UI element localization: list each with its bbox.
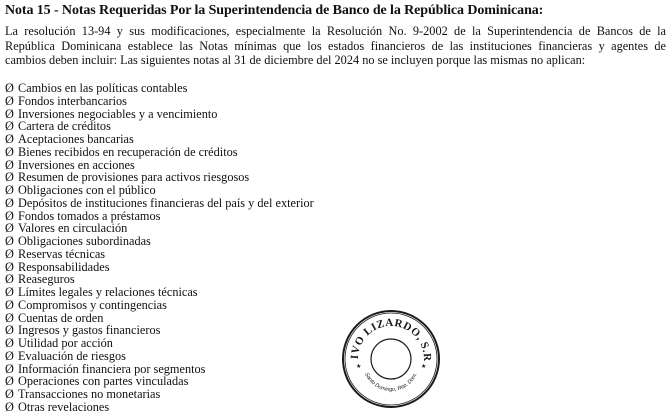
list-item — [5, 248, 314, 261]
bullet-icon: Ø — [5, 208, 14, 223]
bullet-icon: Ø — [5, 246, 14, 261]
bullet-icon: Ø — [5, 221, 14, 236]
bullet-icon: Ø — [5, 297, 14, 312]
list-item — [5, 133, 314, 146]
list-item-text: Valores en circulación — [18, 221, 128, 236]
bullet-icon: Ø — [5, 93, 14, 108]
bullet-icon: Ø — [5, 348, 14, 363]
bullet-icon: Ø — [5, 272, 14, 287]
list-item-text: Obligaciones con el público — [18, 183, 156, 197]
list-item-text: Bienes recibidos en recuperación de créditos — [18, 144, 238, 159]
list-item-text: Obligaciones subordinadas — [18, 234, 151, 248]
bullet-icon: Ø — [5, 195, 14, 210]
list-item-text: Compromisos y contingencias — [18, 297, 167, 312]
list-item-text: Responsabilidades — [18, 259, 110, 274]
bullet-icon: Ø — [5, 183, 14, 197]
bullet-icon: Ø — [5, 399, 14, 413]
list-item — [5, 184, 314, 197]
list-item-text: Inversiones negociables y a vencimiento — [18, 106, 218, 121]
list-item-text: Cartera de créditos — [18, 119, 111, 134]
seal-outer-text: IVO LIZARDO, S.R — [348, 316, 434, 362]
list-item-text: Límites legales y relaciones técnicas — [18, 285, 198, 299]
list-item-text: Transacciones no monetarias — [18, 387, 161, 401]
bullet-icon: Ø — [5, 157, 14, 172]
bullet-icon: Ø — [5, 336, 14, 350]
list-item-text: Utilidad por acción — [18, 336, 113, 350]
bullet-icon: Ø — [5, 323, 14, 338]
bullet-icon: Ø — [5, 387, 14, 401]
list-item — [5, 82, 314, 95]
bullet-icon: Ø — [5, 81, 14, 95]
list-item — [5, 337, 314, 350]
bullet-icon: Ø — [5, 285, 14, 299]
bullet-icon: Ø — [5, 170, 14, 185]
list-item — [5, 235, 314, 248]
seal-star-left: ★ — [356, 363, 362, 370]
list-item-text: Operaciones con partes vinculadas — [18, 374, 189, 389]
list-item-text: Reservas técnicas — [18, 246, 106, 261]
list-item-text: Depósitos de instituciones financieras del país y del exterior — [18, 195, 314, 210]
list-item — [5, 388, 314, 401]
list-item-text: Otras revelaciones — [18, 399, 110, 413]
note-title: Nota 15 - Notas Requeridas Por la Superintendencia de Banco de la República Dominicana: — [5, 3, 544, 18]
list-item-text: Fondos tomados a préstamos — [18, 208, 161, 223]
bullet-icon: Ø — [5, 259, 14, 274]
list-item — [5, 197, 314, 210]
list-item-text: Cuentas de orden — [18, 310, 104, 325]
list-item — [5, 401, 314, 413]
list-item — [5, 299, 314, 312]
seal-star-right: ★ — [421, 363, 427, 370]
list-item-text: Información financiera por segmentos — [18, 361, 206, 376]
list-item-text: Reaseguros — [18, 272, 75, 287]
list-item-text: Cambios en las políticas contables — [18, 81, 188, 95]
list-item-text: Inversiones en acciones — [18, 157, 135, 172]
bullet-icon: Ø — [5, 132, 14, 146]
list-item-text: Ingresos y gastos financieros — [18, 323, 161, 338]
list-item — [5, 350, 314, 363]
list-item-text: Fondos interbancarios — [18, 93, 127, 108]
bullet-icon: Ø — [5, 144, 14, 159]
excluded-notes-list — [5, 82, 314, 413]
intro-line: República Dominicana establece las Notas mínimas que los estados financieros de las instituciones financieras y agentes de — [5, 38, 666, 53]
list-item — [5, 95, 314, 108]
list-item-text: Aceptaciones bancarias — [18, 132, 134, 146]
bullet-icon: Ø — [5, 106, 14, 121]
company-seal-graphic — [340, 308, 442, 410]
company-seal — [340, 308, 442, 410]
intro-line: cambios deben incluir: Las siguientes notas al 31 de diciembre del 2024 no se incluyen porque las mismas no aplican: — [5, 53, 586, 67]
bullet-icon: Ø — [5, 374, 14, 389]
bullet-icon: Ø — [5, 119, 14, 134]
list-item — [5, 286, 314, 299]
intro-paragraph — [5, 24, 666, 68]
list-item-text: Resumen de provisiones para activos riesgosos — [18, 170, 250, 185]
intro-line: La resolución 13-94 y sus modificaciones, especialmente la Resolución No. 9-2002 de la Superintendencia de Bancos de la — [5, 24, 666, 38]
bullet-icon: Ø — [5, 361, 14, 376]
seal-inner-ring — [371, 339, 411, 379]
bullet-icon: Ø — [5, 234, 14, 248]
list-item-text: Evaluación de riesgos — [18, 348, 126, 363]
seal-inner-text: Santo Domingo, Rep. Dom. — [363, 371, 419, 394]
bullet-icon: Ø — [5, 310, 14, 325]
list-item — [5, 146, 314, 159]
